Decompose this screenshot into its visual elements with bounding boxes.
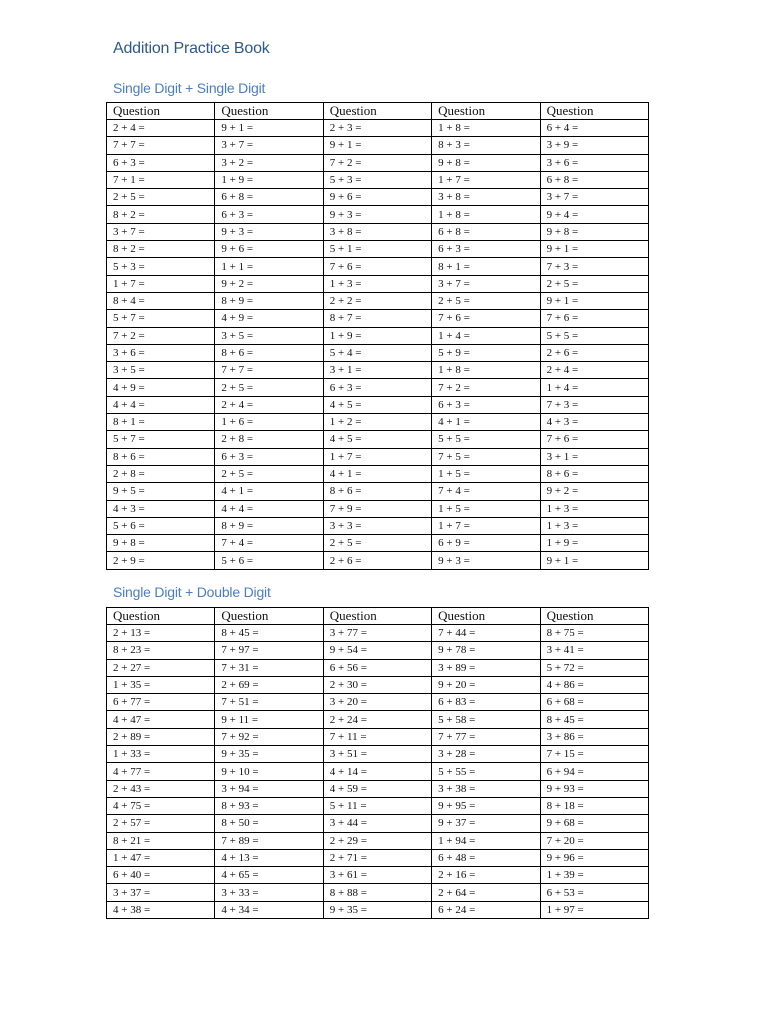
question-cell: 4 + 1 = [215,483,323,500]
question-cell: 3 + 38 = [432,780,540,797]
question-cell: 7 + 6 = [432,310,540,327]
question-cell: 6 + 24 = [432,901,540,918]
question-cell: 4 + 5 = [323,396,431,413]
question-cell: 9 + 6 = [215,241,323,258]
question-cell: 1 + 8 = [432,206,540,223]
question-cell: 4 + 9 = [107,379,215,396]
question-cell: 9 + 2 = [215,275,323,292]
table-row [107,642,649,659]
section-title-single-single: Single Digit + Single Digit [113,80,266,96]
question-cell: 3 + 37 = [107,884,215,901]
question-cell: 6 + 3 = [432,241,540,258]
question-cell: 6 + 3 = [215,448,323,465]
table-row [107,884,649,901]
question-cell: 2 + 5 = [323,535,431,552]
question-cell: 5 + 5 = [432,431,540,448]
question-cell: 8 + 21 = [107,832,215,849]
table-row [107,483,649,500]
question-cell: 3 + 28 = [432,746,540,763]
question-cell: 3 + 7 = [107,223,215,240]
question-cell: 3 + 41 = [540,642,648,659]
question-cell: 4 + 47 = [107,711,215,728]
question-cell: 1 + 2 = [323,414,431,431]
question-cell: 3 + 1 = [323,362,431,379]
question-cell: 3 + 8 = [323,223,431,240]
question-cell: 2 + 16 = [432,867,540,884]
question-cell: 9 + 54 = [323,642,431,659]
section-title-single-double: Single Digit + Double Digit [113,584,271,600]
table-row [107,344,649,361]
question-cell: 7 + 4 = [215,535,323,552]
question-cell: 4 + 77 = [107,763,215,780]
question-cell: 2 + 9 = [107,552,215,569]
table-row [107,711,649,728]
question-cell: 2 + 27 = [107,659,215,676]
question-cell: 4 + 3 = [107,500,215,517]
question-cell: 5 + 1 = [323,241,431,258]
question-cell: 3 + 44 = [323,815,431,832]
question-cell: 7 + 6 = [323,258,431,275]
column-header: Question [215,608,323,625]
question-cell: 3 + 77 = [323,625,431,642]
question-cell: 9 + 96 = [540,849,648,866]
table-row [107,137,649,154]
question-cell: 9 + 1 = [540,292,648,309]
question-cell: 7 + 20 = [540,832,648,849]
column-header: Question [540,103,648,120]
question-cell: 9 + 1 = [215,120,323,137]
question-cell: 2 + 69 = [215,676,323,693]
question-cell: 4 + 13 = [215,849,323,866]
table-row [107,310,649,327]
question-cell: 5 + 55 = [432,763,540,780]
question-cell: 1 + 3 = [540,517,648,534]
question-cell: 6 + 8 = [540,171,648,188]
question-cell: 4 + 1 = [432,414,540,431]
table-row [107,258,649,275]
question-cell: 1 + 3 = [323,275,431,292]
question-cell: 7 + 31 = [215,659,323,676]
question-cell: 9 + 6 = [323,189,431,206]
question-cell: 8 + 88 = [323,884,431,901]
question-cell: 4 + 75 = [107,797,215,814]
question-cell: 7 + 77 = [432,728,540,745]
question-cell: 6 + 77 = [107,694,215,711]
table-row [107,867,649,884]
question-cell: 4 + 1 = [323,465,431,482]
question-cell: 9 + 3 = [323,206,431,223]
question-cell: 3 + 8 = [432,189,540,206]
question-cell: 2 + 57 = [107,815,215,832]
question-cell: 5 + 7 = [107,431,215,448]
question-cell: 6 + 4 = [540,120,648,137]
column-header: Question [215,103,323,120]
question-cell: 3 + 7 = [432,275,540,292]
question-cell: 9 + 5 = [107,483,215,500]
question-cell: 1 + 39 = [540,867,648,884]
question-cell: 2 + 5 = [540,275,648,292]
question-cell: 8 + 50 = [215,815,323,832]
question-cell: 2 + 89 = [107,728,215,745]
question-cell: 7 + 6 = [540,310,648,327]
column-header: Question [323,608,431,625]
question-cell: 2 + 3 = [323,120,431,137]
question-cell: 4 + 38 = [107,901,215,918]
question-cell: 7 + 4 = [432,483,540,500]
table-row [107,763,649,780]
question-cell: 3 + 51 = [323,746,431,763]
question-cell: 1 + 8 = [432,362,540,379]
question-cell: 9 + 37 = [432,815,540,832]
question-cell: 4 + 9 = [215,310,323,327]
question-cell: 1 + 5 = [432,500,540,517]
question-cell: 4 + 65 = [215,867,323,884]
question-cell: 9 + 1 = [540,241,648,258]
question-cell: 8 + 1 = [107,414,215,431]
question-cell: 3 + 7 = [540,189,648,206]
question-cell: 3 + 7 = [215,137,323,154]
question-cell: 6 + 8 = [215,189,323,206]
question-cell: 7 + 1 = [107,171,215,188]
question-cell: 5 + 72 = [540,659,648,676]
table-row [107,815,649,832]
question-cell: 2 + 43 = [107,780,215,797]
question-cell: 7 + 2 = [107,327,215,344]
table-row [107,832,649,849]
question-cell: 9 + 20 = [432,676,540,693]
question-cell: 9 + 10 = [215,763,323,780]
question-cell: 4 + 34 = [215,901,323,918]
question-cell: 9 + 2 = [540,483,648,500]
question-cell: 3 + 5 = [107,362,215,379]
table-row [107,189,649,206]
table-row [107,241,649,258]
question-cell: 9 + 68 = [540,815,648,832]
column-header: Question [540,608,648,625]
question-cell: 3 + 1 = [540,448,648,465]
page-title: Addition Practice Book [113,40,270,57]
question-cell: 1 + 9 = [215,171,323,188]
question-cell: 9 + 1 = [323,137,431,154]
table-row [107,694,649,711]
question-cell: 2 + 13 = [107,625,215,642]
question-cell: 7 + 3 = [540,258,648,275]
question-cell: 6 + 40 = [107,867,215,884]
question-cell: 7 + 7 = [215,362,323,379]
question-cell: 7 + 92 = [215,728,323,745]
question-cell: 3 + 3 = [323,517,431,534]
question-cell: 1 + 4 = [432,327,540,344]
question-cell: 2 + 6 = [323,552,431,569]
question-cell: 2 + 5 = [432,292,540,309]
question-cell: 6 + 56 = [323,659,431,676]
table-row [107,414,649,431]
table-row [107,396,649,413]
question-cell: 1 + 8 = [432,120,540,137]
table-row [107,465,649,482]
question-cell: 1 + 7 = [432,517,540,534]
table-row [107,780,649,797]
question-cell: 8 + 6 = [323,483,431,500]
question-cell: 8 + 6 = [540,465,648,482]
question-cell: 5 + 9 = [432,344,540,361]
table-row [107,797,649,814]
question-cell: 1 + 9 = [540,535,648,552]
question-cell: 1 + 47 = [107,849,215,866]
question-cell: 4 + 59 = [323,780,431,797]
question-cell: 5 + 5 = [540,327,648,344]
question-cell: 1 + 4 = [540,379,648,396]
question-cell: 6 + 9 = [432,535,540,552]
question-cell: 2 + 30 = [323,676,431,693]
question-cell: 9 + 1 = [540,552,648,569]
question-cell: 9 + 95 = [432,797,540,814]
column-header: Question [432,103,540,120]
question-cell: 2 + 4 = [540,362,648,379]
question-cell: 2 + 29 = [323,832,431,849]
table-row [107,849,649,866]
question-cell: 8 + 9 = [215,292,323,309]
question-cell: 2 + 71 = [323,849,431,866]
question-cell: 6 + 94 = [540,763,648,780]
question-cell: 1 + 9 = [323,327,431,344]
table-header-row [107,103,649,120]
question-cell: 9 + 4 = [540,206,648,223]
table-row [107,379,649,396]
question-cell: 8 + 93 = [215,797,323,814]
table-row [107,517,649,534]
table-row [107,206,649,223]
question-cell: 6 + 48 = [432,849,540,866]
question-cell: 8 + 7 = [323,310,431,327]
question-cell: 9 + 35 = [215,746,323,763]
table-row [107,676,649,693]
column-header: Question [107,103,215,120]
question-cell: 6 + 8 = [432,223,540,240]
question-cell: 9 + 8 = [540,223,648,240]
question-cell: 7 + 51 = [215,694,323,711]
question-cell: 7 + 15 = [540,746,648,763]
question-cell: 5 + 58 = [432,711,540,728]
question-cell: 6 + 3 = [107,154,215,171]
question-cell: 8 + 75 = [540,625,648,642]
question-cell: 4 + 14 = [323,763,431,780]
question-cell: 5 + 6 = [107,517,215,534]
question-cell: 8 + 2 = [107,241,215,258]
practice-table-single-double [106,607,649,919]
question-cell: 9 + 8 = [107,535,215,552]
question-cell: 1 + 1 = [215,258,323,275]
table-row [107,292,649,309]
question-cell: 5 + 3 = [107,258,215,275]
question-cell: 5 + 3 = [323,171,431,188]
question-cell: 2 + 5 = [107,189,215,206]
question-cell: 4 + 4 = [107,396,215,413]
question-cell: 7 + 89 = [215,832,323,849]
question-cell: 9 + 93 = [540,780,648,797]
question-cell: 6 + 83 = [432,694,540,711]
table-row [107,327,649,344]
question-cell: 3 + 2 = [215,154,323,171]
question-cell: 7 + 9 = [323,500,431,517]
question-cell: 1 + 7 = [323,448,431,465]
question-cell: 6 + 68 = [540,694,648,711]
question-cell: 7 + 3 = [540,396,648,413]
question-cell: 2 + 64 = [432,884,540,901]
question-cell: 7 + 2 = [323,154,431,171]
question-cell: 3 + 89 = [432,659,540,676]
question-cell: 8 + 6 = [107,448,215,465]
question-cell: 7 + 7 = [107,137,215,154]
question-cell: 2 + 5 = [215,465,323,482]
question-cell: 6 + 3 = [323,379,431,396]
question-cell: 1 + 7 = [107,275,215,292]
table-row [107,431,649,448]
table-row [107,362,649,379]
question-cell: 8 + 45 = [540,711,648,728]
question-cell: 2 + 8 = [215,431,323,448]
question-cell: 6 + 53 = [540,884,648,901]
question-cell: 1 + 3 = [540,500,648,517]
question-cell: 3 + 94 = [215,780,323,797]
question-cell: 9 + 35 = [323,901,431,918]
question-cell: 8 + 2 = [107,206,215,223]
column-header: Question [432,608,540,625]
table-row [107,552,649,569]
question-cell: 3 + 6 = [107,344,215,361]
table-row [107,746,649,763]
question-cell: 2 + 6 = [540,344,648,361]
question-cell: 4 + 86 = [540,676,648,693]
question-cell: 9 + 78 = [432,642,540,659]
question-cell: 1 + 33 = [107,746,215,763]
question-cell: 8 + 4 = [107,292,215,309]
question-cell: 8 + 1 = [432,258,540,275]
question-cell: 3 + 86 = [540,728,648,745]
table-row [107,154,649,171]
question-cell: 6 + 3 = [432,396,540,413]
question-cell: 7 + 6 = [540,431,648,448]
question-cell: 1 + 94 = [432,832,540,849]
question-cell: 4 + 4 = [215,500,323,517]
question-cell: 9 + 3 = [215,223,323,240]
question-cell: 5 + 7 = [107,310,215,327]
question-cell: 5 + 6 = [215,552,323,569]
question-cell: 2 + 5 = [215,379,323,396]
table-row [107,500,649,517]
question-cell: 1 + 6 = [215,414,323,431]
question-cell: 2 + 8 = [107,465,215,482]
practice-table-single-single [106,102,649,570]
table-row [107,535,649,552]
question-cell: 3 + 33 = [215,884,323,901]
column-header: Question [323,103,431,120]
question-cell: 7 + 44 = [432,625,540,642]
table-header-row [107,608,649,625]
table-row [107,659,649,676]
question-cell: 7 + 5 = [432,448,540,465]
table-row [107,448,649,465]
question-cell: 9 + 11 = [215,711,323,728]
question-cell: 8 + 23 = [107,642,215,659]
question-cell: 8 + 18 = [540,797,648,814]
question-cell: 5 + 11 = [323,797,431,814]
question-cell: 2 + 4 = [107,120,215,137]
table-row [107,275,649,292]
question-cell: 5 + 4 = [323,344,431,361]
question-cell: 1 + 35 = [107,676,215,693]
table-row [107,223,649,240]
question-cell: 1 + 97 = [540,901,648,918]
question-cell: 3 + 6 = [540,154,648,171]
question-cell: 9 + 8 = [432,154,540,171]
question-cell: 1 + 5 = [432,465,540,482]
table-row [107,901,649,918]
table-row [107,625,649,642]
table-row [107,728,649,745]
question-cell: 3 + 61 = [323,867,431,884]
question-cell: 7 + 2 = [432,379,540,396]
question-cell: 7 + 11 = [323,728,431,745]
question-cell: 2 + 4 = [215,396,323,413]
question-cell: 6 + 3 = [215,206,323,223]
question-cell: 1 + 7 = [432,171,540,188]
question-cell: 2 + 2 = [323,292,431,309]
question-cell: 7 + 97 = [215,642,323,659]
question-cell: 8 + 9 = [215,517,323,534]
question-cell: 3 + 20 = [323,694,431,711]
question-cell: 3 + 9 = [540,137,648,154]
table-row [107,120,649,137]
table-row [107,171,649,188]
question-cell: 4 + 3 = [540,414,648,431]
question-cell: 3 + 5 = [215,327,323,344]
question-cell: 8 + 45 = [215,625,323,642]
question-cell: 8 + 6 = [215,344,323,361]
question-cell: 2 + 24 = [323,711,431,728]
question-cell: 8 + 3 = [432,137,540,154]
question-cell: 4 + 5 = [323,431,431,448]
column-header: Question [107,608,215,625]
question-cell: 9 + 3 = [432,552,540,569]
